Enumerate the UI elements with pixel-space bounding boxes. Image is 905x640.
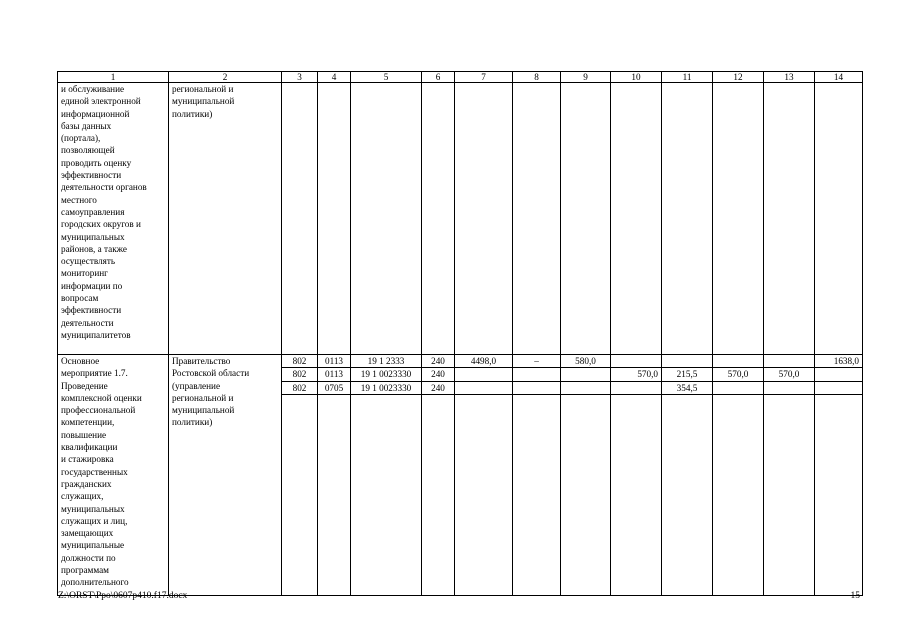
grbs-code-cell: 802 [282, 355, 318, 368]
text-line: районов, а также [61, 243, 127, 254]
text-line: квалификации [61, 442, 118, 453]
text-line: служащих и лиц, [61, 515, 128, 526]
text-line: региональной и [172, 392, 234, 403]
text-line: Проведение [61, 380, 108, 391]
text-line: информационной [61, 108, 130, 119]
empty-cell [455, 394, 513, 595]
value-cell: 570,0 [764, 368, 815, 381]
section-code-cell: 0705 [318, 381, 351, 394]
empty-cell [611, 83, 662, 355]
value-cell: 215,5 [662, 368, 713, 381]
empty-cell [282, 394, 318, 595]
header-cell: 14 [815, 72, 863, 83]
text-line: муниципальных [61, 503, 125, 514]
value-cell [455, 368, 513, 381]
text-line: позволяющей [61, 145, 115, 156]
value-cell [713, 381, 764, 394]
text-line: местного [61, 194, 97, 205]
empty-cell [513, 394, 561, 595]
measure-description-cell [58, 83, 169, 355]
text-line: базы данных [61, 120, 112, 131]
empty-cell [611, 394, 662, 595]
executor-cell [169, 83, 282, 355]
table-row [58, 355, 863, 368]
empty-cell [713, 83, 764, 355]
header-cell: 12 [713, 72, 764, 83]
header-cell: 10 [611, 72, 662, 83]
value-cell [713, 355, 764, 368]
text-line: Ростовской области [172, 368, 250, 379]
text-line: политики) [172, 108, 213, 119]
header-cell: 2 [169, 72, 282, 83]
text-line: должности по [61, 552, 116, 563]
section-code-cell: 0113 [318, 355, 351, 368]
empty-cell [318, 83, 351, 355]
text-line: муниципальных [61, 231, 125, 242]
text-line: (портала), [61, 133, 101, 144]
text-line: вопросам [61, 293, 99, 304]
header-cell: 3 [282, 72, 318, 83]
value-cell [561, 381, 611, 394]
measure-description-cell [58, 355, 169, 596]
empty-cell [351, 83, 422, 355]
value-cell [764, 355, 815, 368]
empty-cell [282, 83, 318, 355]
empty-cell [662, 394, 713, 595]
empty-cell [455, 83, 513, 355]
header-cell: 11 [662, 72, 713, 83]
empty-cell [422, 394, 455, 595]
header-cell: 9 [561, 72, 611, 83]
value-cell [455, 381, 513, 394]
target-article-cell: 19 1 0023330 [351, 381, 422, 394]
value-cell: – [513, 355, 561, 368]
budget-table [57, 71, 863, 596]
page-number: 15 [850, 591, 860, 601]
text-line: повышение [61, 429, 107, 440]
text-line: единой электронной [61, 96, 141, 107]
file-path-footer: Z:\ORST\Ppo\0607p410.f17.docx [58, 591, 188, 601]
text-line: региональной и [172, 84, 234, 94]
text-line: эффективности [61, 170, 122, 181]
expense-type-cell: 240 [422, 355, 455, 368]
text-line: замещающих [61, 528, 114, 539]
empty-cell [561, 394, 611, 595]
text-line: программам [61, 565, 110, 576]
empty-cell [351, 394, 422, 595]
empty-cell [764, 83, 815, 355]
column-number-row [58, 72, 863, 83]
value-cell: 580,0 [561, 355, 611, 368]
text-line: городских округов и [61, 219, 141, 230]
value-cell: 354,5 [662, 381, 713, 394]
header-cell: 5 [351, 72, 422, 83]
text-line: государственных [61, 466, 128, 477]
value-cell [815, 368, 863, 381]
value-cell [815, 381, 863, 394]
text-line: политики) [172, 417, 213, 428]
target-article-cell: 19 1 0023330 [351, 368, 422, 381]
text-line: компетенции, [61, 417, 115, 428]
text-line: эффективности [61, 305, 122, 316]
section-code-cell: 0113 [318, 368, 351, 381]
value-cell [611, 355, 662, 368]
value-cell [611, 381, 662, 394]
text-line: профессиональной [61, 405, 136, 416]
text-line: муниципальной [172, 96, 235, 107]
empty-cell [713, 394, 764, 595]
header-cell: 7 [455, 72, 513, 83]
text-line: и обслуживание [61, 84, 125, 94]
header-cell: 8 [513, 72, 561, 83]
table-row [58, 83, 863, 355]
header-cell: 1 [58, 72, 169, 83]
empty-cell [513, 83, 561, 355]
header-cell: 4 [318, 72, 351, 83]
empty-cell [764, 394, 815, 595]
empty-cell [561, 83, 611, 355]
value-cell [561, 368, 611, 381]
value-cell: 1638,0 [815, 355, 863, 368]
text-line: информации по [61, 280, 123, 291]
header-cell: 13 [764, 72, 815, 83]
empty-cell [815, 394, 863, 595]
text-line: муниципалитетов [61, 329, 131, 340]
value-cell: 570,0 [713, 368, 764, 381]
text-line: муниципальные [61, 540, 125, 551]
expense-type-cell: 240 [422, 368, 455, 381]
text-line: самоуправления [61, 206, 125, 217]
text-line: мероприятие 1.7. [61, 368, 128, 379]
executor-cell [169, 355, 282, 596]
value-cell [764, 381, 815, 394]
text-line: деятельности [61, 317, 114, 328]
header-cell: 6 [422, 72, 455, 83]
text-line: Правительство [172, 356, 231, 366]
grbs-code-cell: 802 [282, 381, 318, 394]
text-line: мониторинг [61, 268, 108, 279]
value-cell [513, 381, 561, 394]
value-cell: 570,0 [611, 368, 662, 381]
target-article-cell: 19 1 2333 [351, 355, 422, 368]
empty-cell [318, 394, 351, 595]
value-cell [513, 368, 561, 381]
text-line: комплексной оценки [61, 392, 142, 403]
expense-type-cell: 240 [422, 381, 455, 394]
text-line: проводить оценку [61, 157, 132, 168]
text-line: и стажировка [61, 454, 114, 465]
empty-cell [662, 83, 713, 355]
text-line: деятельности органов [61, 182, 147, 193]
value-cell: 4498,0 [455, 355, 513, 368]
text-line: Основное [61, 356, 100, 366]
text-line: дополнительного [61, 577, 129, 588]
text-line: гражданских [61, 478, 112, 489]
text-line: муниципальной [172, 405, 235, 416]
text-line: служащих, [61, 491, 104, 502]
empty-cell [815, 83, 863, 355]
empty-cell [422, 83, 455, 355]
text-line: осуществлять [61, 256, 116, 267]
grbs-code-cell: 802 [282, 368, 318, 381]
text-line: (управление [172, 380, 221, 391]
value-cell [662, 355, 713, 368]
